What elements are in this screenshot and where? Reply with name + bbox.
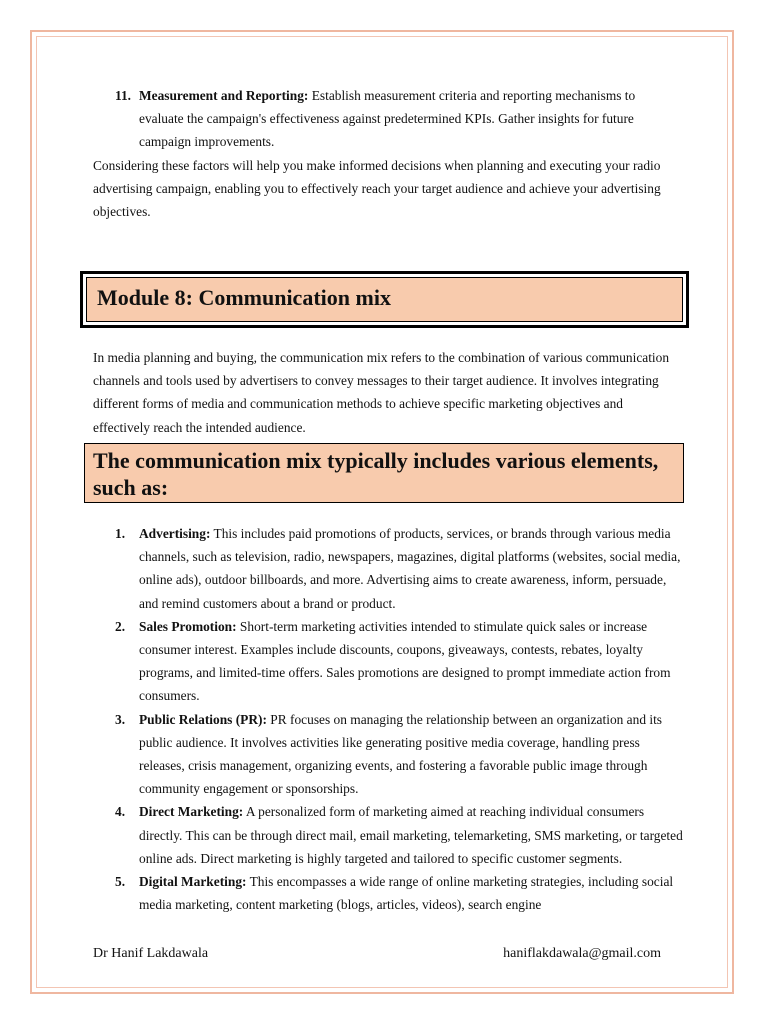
- page-footer: [93, 946, 661, 962]
- footer-email: haniflakdawala@gmail.com: [503, 946, 661, 961]
- list-item: [93, 800, 683, 870]
- item-number: 5.: [115, 874, 126, 890]
- item-term: Sales Promotion:: [139, 618, 237, 634]
- module-heading-fill: [86, 277, 683, 322]
- list-item: [93, 522, 683, 615]
- item-number: 2.: [115, 618, 126, 634]
- list-item: [93, 84, 683, 154]
- list-item: [93, 708, 683, 801]
- item-number: 1.: [115, 526, 126, 541]
- item-number: 11.: [115, 88, 131, 103]
- module-heading-box: [80, 271, 689, 328]
- item-term: Measurement and Reporting:: [139, 88, 309, 103]
- item-text: PR focuses on managing the relationship between an organization and its public audience. It involves activities like generating positive media coverage, handling press releases, crisis management, organizing events, and fostering a favorable public image through community engagement or sponsorships.: [139, 711, 663, 797]
- module-paragraph: In media planning and buying, the communication mix refers to the combination of various communication channels and tools used by advertisers to convey messages to their target audience. It involves integrating different forms of media and communication methods to achieve specific marketing objectives and effectively reach the intended audience.: [93, 350, 670, 435]
- list-item: [93, 615, 683, 708]
- item-number: 3.: [115, 711, 126, 727]
- item-text: Establish measurement criteria and reporting mechanisms to evaluate the campaign's effectiveness against predetermined KPIs. Gather insights for future campaign improvements.: [139, 88, 636, 150]
- item-text: Short-term marketing activities intended to stimulate quick sales or increase consumer interest. Examples include discounts, coupons, giveaways, contests, rebates, loyalty programs, and limited-time offers. Sales promotions are designed to prompt immediate action from consumers.: [139, 618, 671, 704]
- mix-heading: The communication mix typically includes various elements, such as:: [93, 448, 659, 500]
- closing-paragraph: Considering these factors will help you make informed decisions when planning and executing your radio advertising campaign, enabling you to effectively reach your target audience and achieve your advertising objectives.: [93, 157, 661, 220]
- item-term: Public Relations (PR):: [139, 711, 267, 727]
- elements-section: [93, 522, 683, 916]
- mix-heading-box: [84, 443, 684, 503]
- item-number: 4.: [115, 804, 126, 820]
- module-heading: Module 8: Communication mix: [97, 285, 391, 310]
- item-text: This includes paid promotions of products, services, or brands through various media channels, such as television, radio, newspapers, magazines, digital platforms (websites, social media, online ads), outdoor billboards, and more. Advertising aims to create awareness, inform, persuade, and remind customers about a brand or product.: [139, 526, 681, 611]
- item-text: This encompasses a wide range of online marketing strategies, including social media marketing, content marketing (blogs, articles, videos), search engine: [139, 874, 674, 913]
- item-term: Direct Marketing:: [139, 804, 244, 820]
- elements-list: [93, 522, 683, 916]
- item-term: Advertising:: [139, 526, 211, 541]
- item-text: A personalized form of marketing aimed at reaching individual consumers directly. This can be through direct mail, email marketing, telemarketing, SMS marketing, or targeted online ads. Direct marketing is highly targeted and tailored to specific customer segments.: [139, 804, 683, 866]
- item-term: Digital Marketing:: [139, 874, 247, 890]
- top-list: [93, 84, 683, 154]
- footer-author: Dr Hanif Lakdawala: [93, 946, 209, 961]
- top-section: [93, 84, 683, 223]
- list-item: [93, 870, 683, 916]
